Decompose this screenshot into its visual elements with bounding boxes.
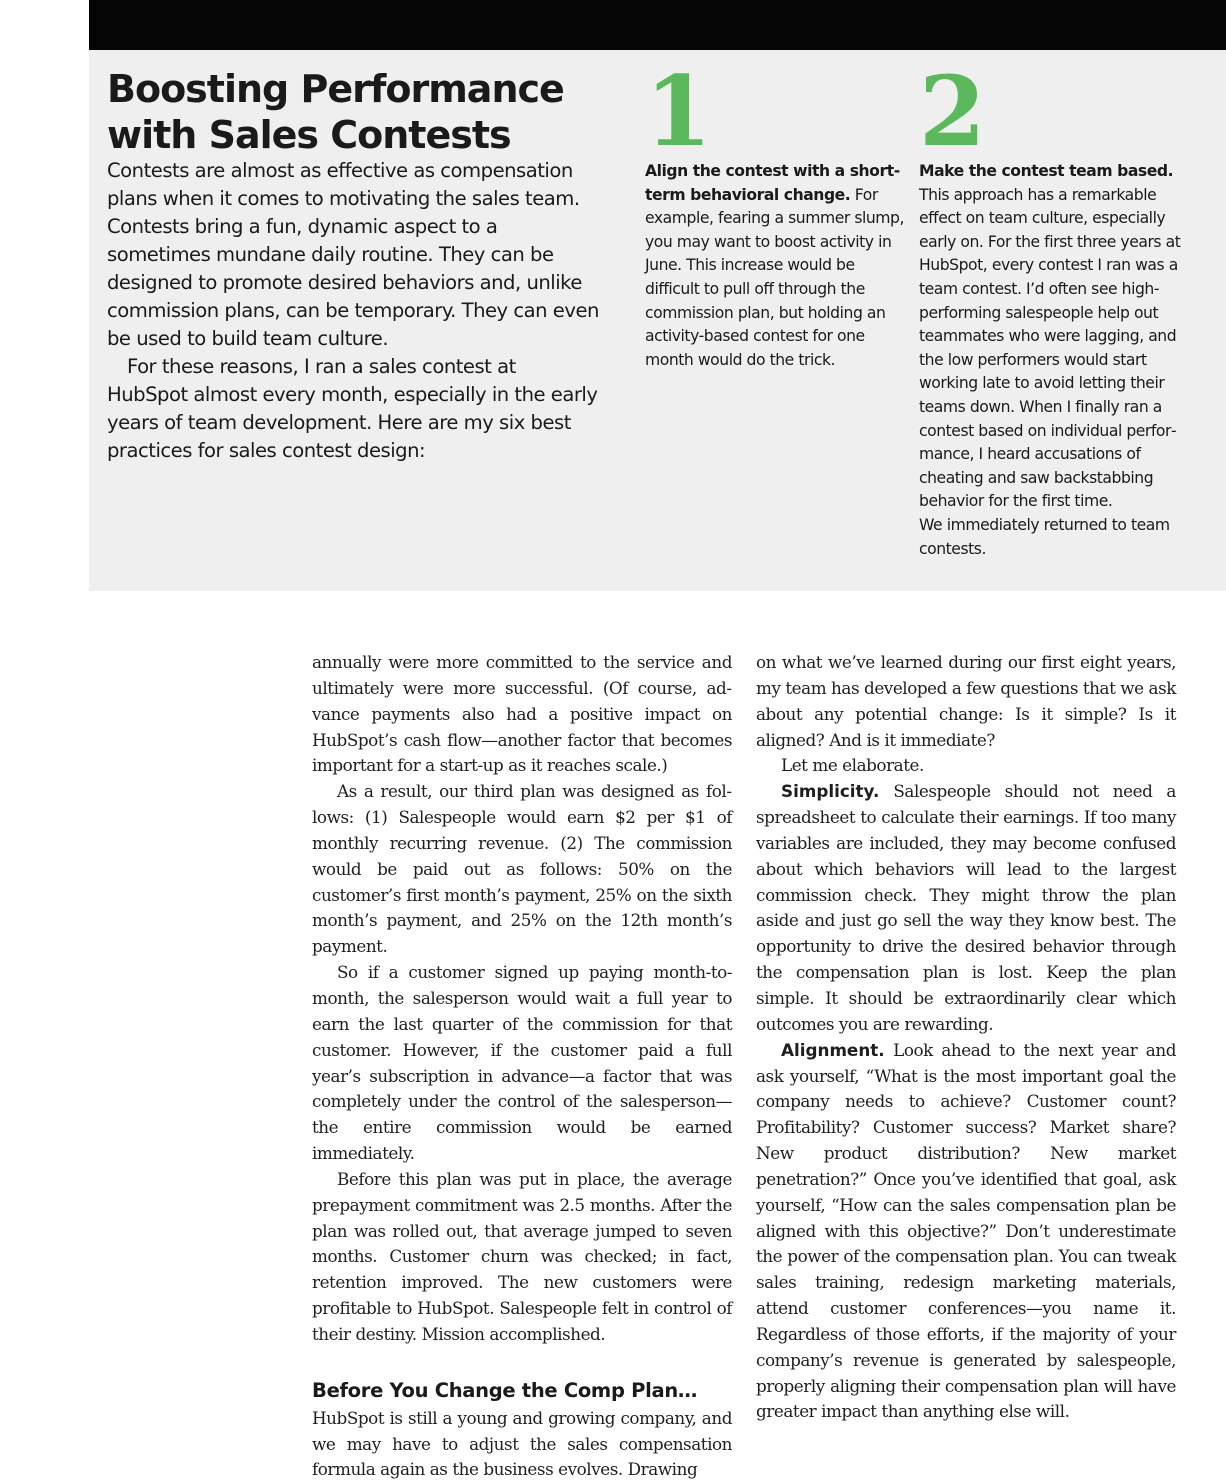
article-paragraph: So if a customer signed up paying month-to-month, the salesperson would wait a full year to earn the last quarter of the commission for that customer. However, if the customer paid a full year’s subscription in advance—a factor that was completely under the control of the salesperson—the entire commission would be earned immediately. [312,962,732,1164]
tip-heading: Align the contest with a short-term behavioral change. [645,162,900,204]
paragraph-text: Salespeople should not need a spreadsheet to calculate their earnings. If too many variables are included, they may become confused about which behaviors will lead to the largest commission check. They might throw the plan aside and just go sell the way they know best. The opportunity to drive the desired behavior through the compensation plan is lost. Keep the plan simple. It should be extraordinarily clear which outcomes you are rewarding. [756,781,1176,1034]
tip-heading: Make the contest team based. [919,162,1174,180]
tip-text [919,160,1184,514]
article-column-left [312,650,732,1483]
tip-body: For example, fearing a summer slump, you may want to boost activity in June. This increase would be difficult to pull off through the commission plan, but holding an activity-based contest for one month would do the trick. [645,185,905,369]
tip-number: 1 [645,55,708,168]
sidebar-intro-paragraph: For these reasons, I ran a sales contest at HubSpot almost every month, especially in the early years of team development. Here are my six best practices for sales contest design: [107,355,598,462]
article-paragraph: Let me elaborate. [781,755,924,776]
top-black-bar [89,0,1226,50]
sidebar-intro [107,157,602,465]
tip-text-continued: We immediately returned to team contests. [919,515,1170,558]
article-paragraph: annually were more committed to the service and ultimately were more successful. (Of course, advance payments also had a positive impact on HubSpot’s cash flow—another factor that becomes important for a start-up as it reaches scale.) [312,652,732,776]
tip-number: 2 [919,55,982,168]
article-paragraph: on what we’ve learned during our first eight years, my team has developed a few questions that we ask about any potential change: Is it simple? Is it aligned? And is it immediate? [756,652,1176,750]
tip-text [645,160,910,372]
article-paragraph [756,1038,1176,1426]
sidebar-title: Boosting Performance with Sales Contests [107,67,564,157]
tip-1 [645,55,910,372]
run-in-heading: Alignment. [781,1039,885,1060]
tip-body: This approach has a remarkable effect on team culture, especially early on. For the first three years at HubSpot, every contest I ran was a team contest. I’d often see high-performing salespeople help out teammates who were lagging, and the low performers would start working late to avoid letting their teams down. When I finally ran a contest based on individual performance, I heard accusations of cheating and saw backstabbing behavior for the first time. [919,185,1181,511]
paragraph-text: Look ahead to the next year and ask yourself, “What is the most important goal the company needs to achieve? Customer count? Profitability? Customer success? Market share? New product distribution? New market penetration?” Once you’ve identified that goal, ask yourself, “How can the sales compensation plan be aligned with this objective?” Don’t underestimate the power of the compensation plan. You can tweak sales training, redesign marketing materials, attend customer conferences—you name it. Regardless of those efforts, if the majority of your company’s revenue is generated by salespeople, properly aligning their compensation plan will have greater impact than anything else will. [756,1039,1176,1422]
article-column-right [756,650,1176,1425]
article-paragraph: HubSpot is still a young and growing company, and we may have to adjust the sales compensation formula again as the business evolves. Drawing [312,1407,732,1480]
article-paragraph: Before this plan was put in place, the average prepayment commitment was 2.5 months. After the plan was rolled out, that average jumped to seven months. Customer churn was checked; in fact, retention improved. The new customers were profitable to HubSpot. Salespeople felt in control of their destiny. Mission accomplished. [312,1168,732,1344]
section-subheading: Before You Change the Comp Plan… [312,1378,698,1402]
article-paragraph [756,779,1176,1037]
article-paragraph: As a result, our third plan was designed as follows: (1) Salespeople would earn $2 per $1 of monthly recurring revenue. (2) The commission would be paid out as follows: 50% on the customer’s first month’s payment, 25% on the sixth month’s payment, and 25% on the 12th month’s payment. [312,781,732,957]
tip-2 [919,55,1184,561]
sidebar-intro-paragraph: Contests are almost as effective as compensation plans when it comes to motivating the sales team. Contests bring a fun, dynamic aspect to a sometimes mundane daily routine. They can be designed to promote desired behaviors and, unlike commission plans, can be temporary. They can even be used to build team culture. [107,159,599,350]
run-in-heading: Simplicity. [781,781,880,802]
